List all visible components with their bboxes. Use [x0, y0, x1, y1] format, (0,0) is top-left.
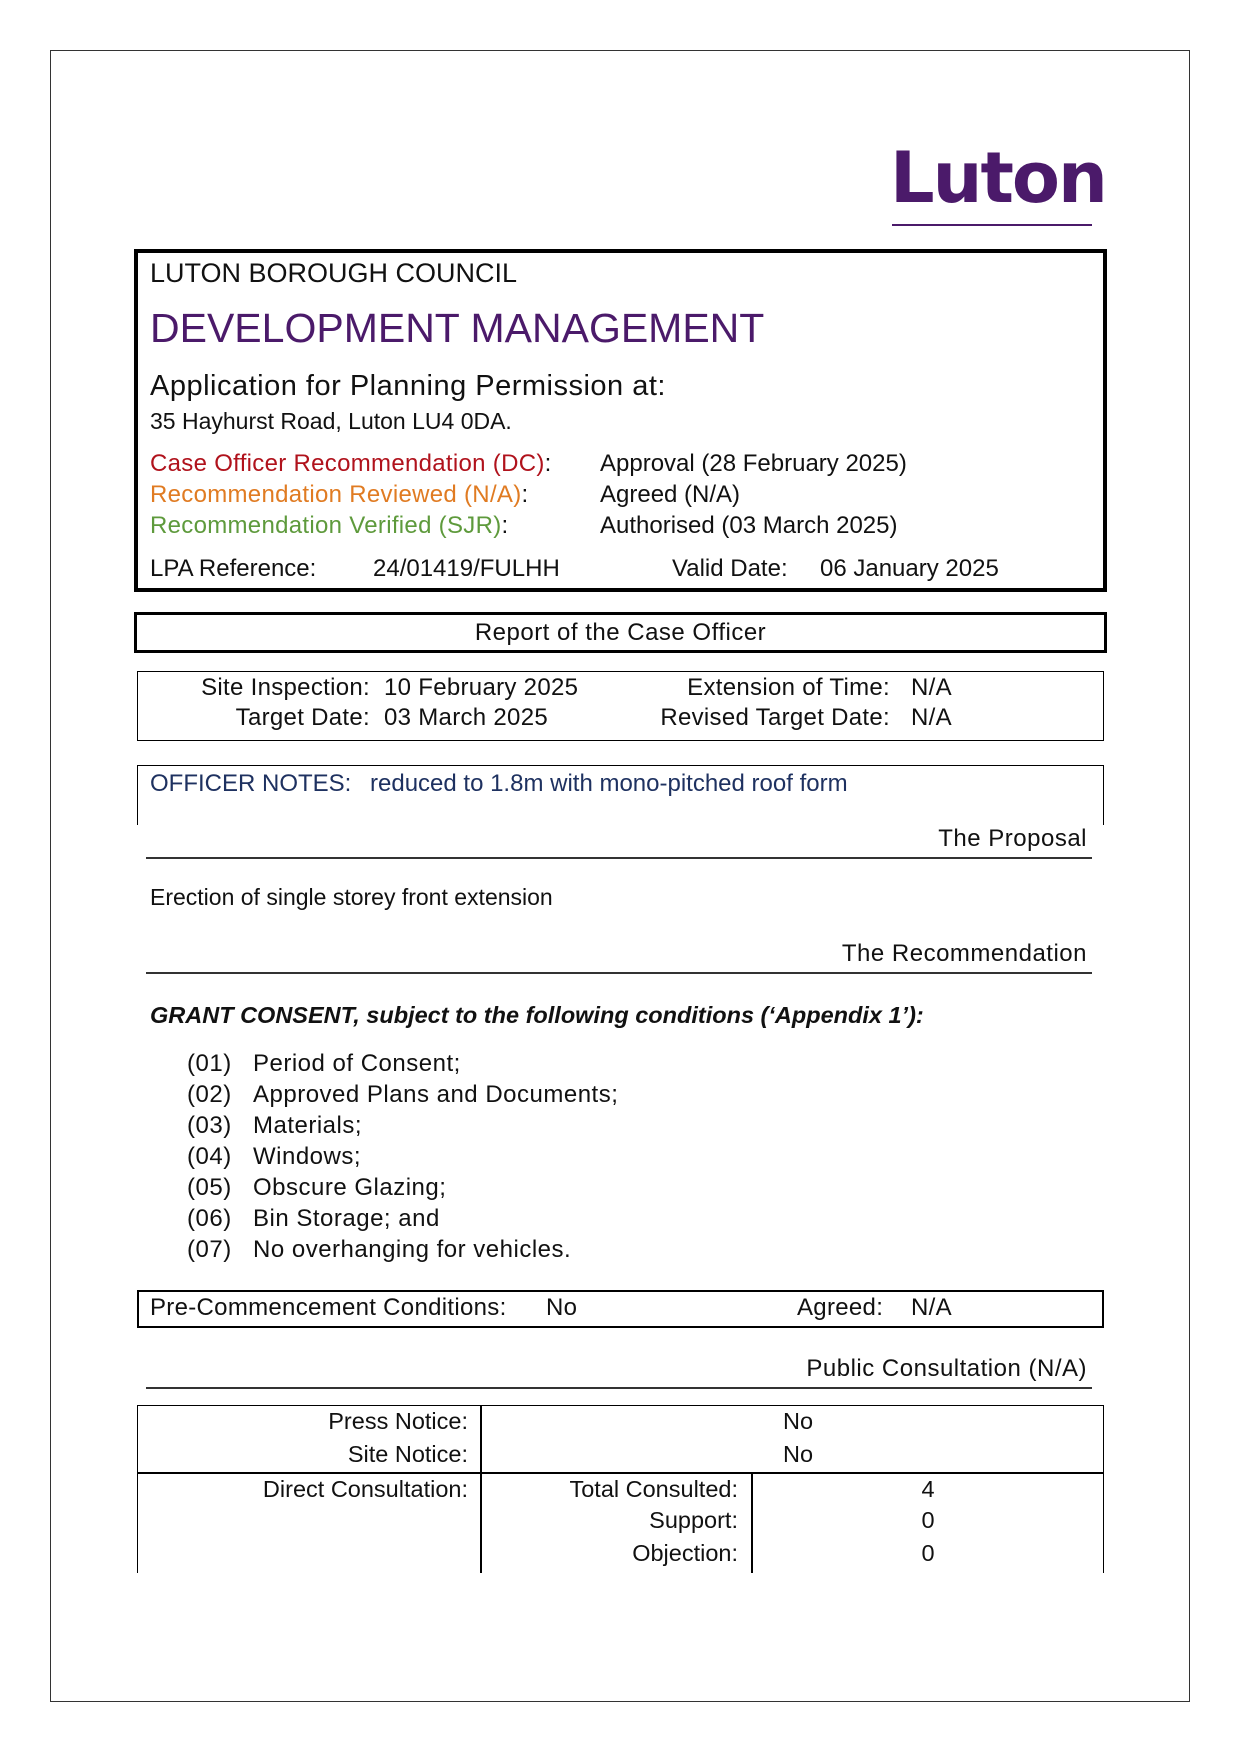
condition-text: Materials;: [253, 1112, 363, 1139]
revised-target-date-label: Revised Target Date:: [660, 704, 890, 731]
condition-text: Windows;: [253, 1143, 362, 1170]
extension-of-time-value: N/A: [911, 674, 952, 701]
agreed-value: N/A: [911, 1294, 952, 1321]
proposal-text: Erection of single storey front extension: [150, 884, 553, 910]
condition-number: (02): [187, 1081, 232, 1108]
luton-logo: Luton: [890, 137, 1106, 219]
recommendation-verified-value: Authorised (03 March 2025): [600, 512, 898, 539]
recommendation-reviewed-label: Recommendation Reviewed (N/A):: [150, 481, 529, 508]
recommendation-reviewed-value: Agreed (N/A): [600, 481, 741, 508]
public-consultation-heading: Public Consultation (N/A): [806, 1355, 1087, 1382]
extension-of-time-label: Extension of Time:: [687, 674, 890, 701]
condition-number: (04): [187, 1143, 232, 1170]
department-title: DEVELOPMENT MANAGEMENT: [150, 305, 765, 351]
site-inspection-label: Site Inspection:: [201, 674, 370, 701]
recommendation-heading: The Recommendation: [841, 940, 1087, 967]
report-title: Report of the Case Officer: [134, 612, 1107, 653]
officer-notes-text: reduced to 1.8m with mono-pitched roof form: [370, 770, 848, 797]
grant-consent-text: GRANT CONSENT, subject to the following conditions (‘Appendix 1’):: [150, 1002, 924, 1028]
table-divider: [137, 1472, 1104, 1474]
recommendation-verified-label: Recommendation Verified (SJR):: [150, 512, 509, 539]
condition-text: Bin Storage; and: [253, 1205, 440, 1232]
valid-date-label: Valid Date:: [672, 555, 788, 582]
council-name: LUTON BOROUGH COUNCIL: [150, 258, 518, 288]
condition-number: (05): [187, 1174, 232, 1201]
valid-date-value: 06 January 2025: [820, 555, 999, 582]
pre-commencement-label: Pre-Commencement Conditions:: [150, 1294, 507, 1321]
direct-consultation-label: Direct Consultation:: [262, 1476, 468, 1502]
application-title: Application for Planning Permission at:: [150, 370, 666, 402]
site-inspection-value: 10 February 2025: [384, 674, 579, 701]
support-label: Support:: [649, 1507, 738, 1533]
pre-commencement-value: No: [546, 1294, 578, 1321]
condition-number: (01): [187, 1050, 232, 1077]
condition-number: (03): [187, 1112, 232, 1139]
recommendation-rule: [146, 972, 1092, 974]
support-value: 0: [921, 1507, 935, 1533]
press-notice-value: No: [782, 1408, 814, 1434]
total-consulted-value: 4: [921, 1476, 935, 1502]
proposal-rule: [146, 857, 1092, 859]
revised-target-date-value: N/A: [911, 704, 952, 731]
objection-label: Objection:: [632, 1540, 738, 1566]
case-officer-recommendation-value: Approval (28 February 2025): [600, 450, 907, 477]
target-date-label: Target Date:: [235, 704, 370, 731]
condition-number: (07): [187, 1236, 232, 1263]
target-date-value: 03 March 2025: [384, 704, 549, 731]
agreed-label: Agreed:: [797, 1294, 884, 1321]
site-address: 35 Hayhurst Road, Luton LU4 0DA.: [150, 408, 512, 434]
objection-value: 0: [921, 1540, 935, 1566]
condition-text: No overhanging for vehicles.: [253, 1236, 572, 1263]
lpa-reference-value: 24/01419/FULHH: [373, 555, 560, 582]
total-consulted-label: Total Consulted:: [569, 1476, 738, 1502]
site-notice-value: No: [782, 1441, 814, 1467]
logo-underline: [892, 224, 1092, 226]
table-divider: [480, 1405, 482, 1573]
table-divider: [751, 1472, 753, 1573]
proposal-heading: The Proposal: [938, 825, 1087, 852]
condition-number: (06): [187, 1205, 232, 1232]
condition-text: Obscure Glazing;: [253, 1174, 447, 1201]
press-notice-label: Press Notice:: [328, 1408, 468, 1434]
officer-notes-label: OFFICER NOTES:: [150, 770, 352, 797]
case-officer-recommendation-label: Case Officer Recommendation (DC):: [150, 450, 552, 477]
site-notice-label: Site Notice:: [347, 1441, 468, 1467]
public-consultation-rule: [146, 1387, 1092, 1389]
condition-text: Approved Plans and Documents;: [253, 1081, 619, 1108]
lpa-reference-label: LPA Reference:: [150, 555, 317, 582]
condition-text: Period of Consent;: [253, 1050, 461, 1077]
